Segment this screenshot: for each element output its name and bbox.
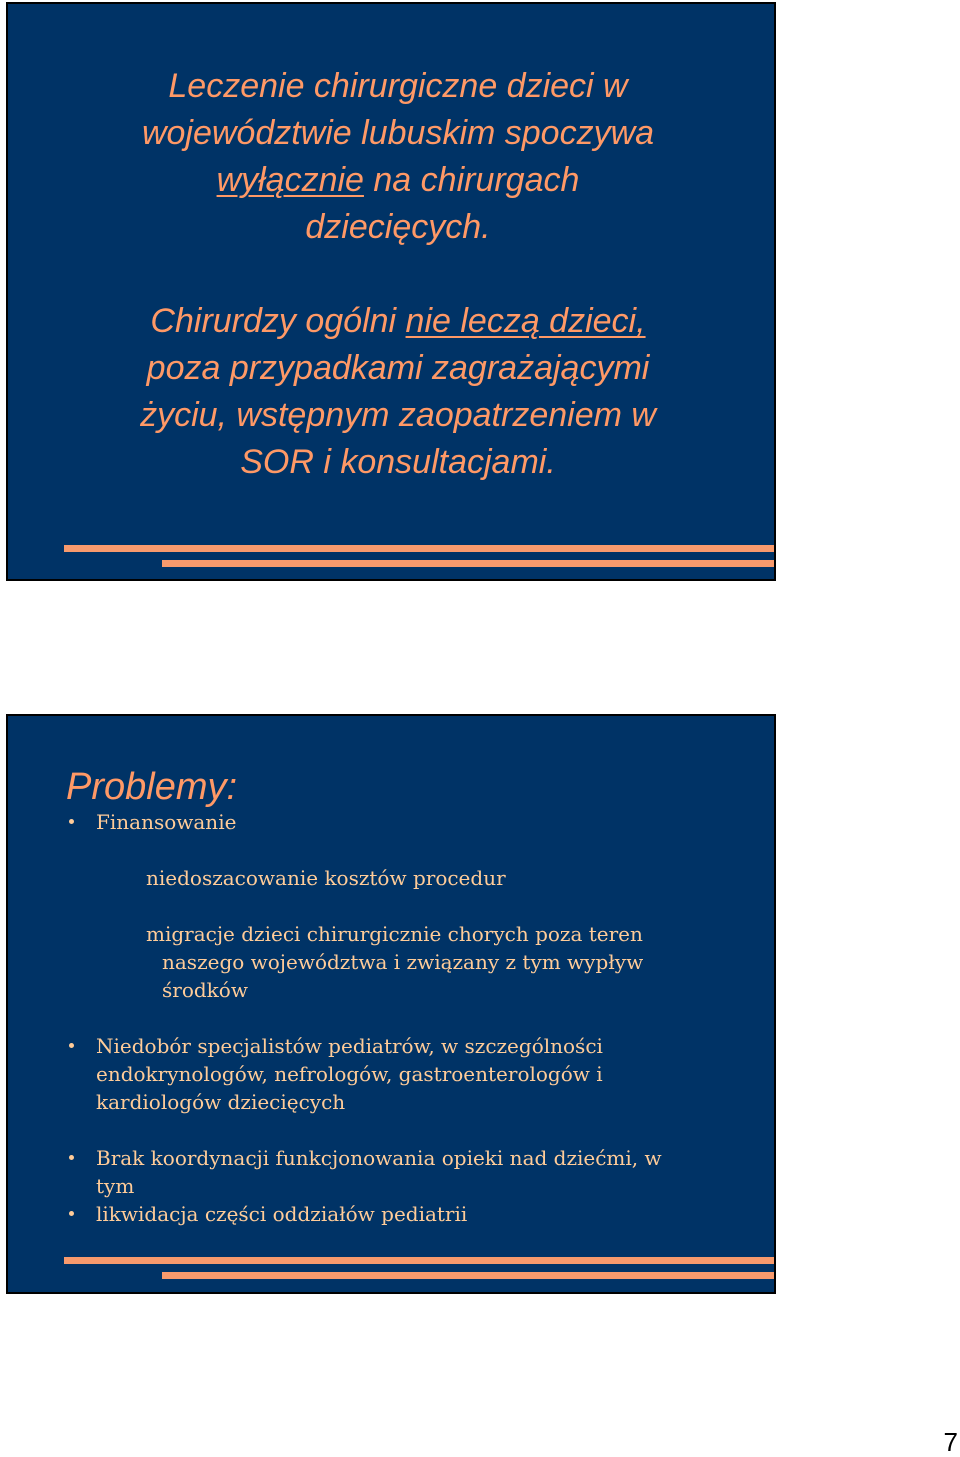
text-line: Leczenie chirurgiczne dzieci w	[168, 67, 628, 105]
bullet-icon	[69, 819, 74, 824]
list-item-text: migracje dzieci chirurgicznie chorych poza teren	[146, 922, 643, 946]
list-item-text: likwidacja części oddziałów pediatrii	[96, 1202, 468, 1226]
list-item	[8, 1032, 776, 1116]
text-line: dziecięcych.	[305, 208, 491, 246]
list-item-text: naszego województwa i związany z tym wypływ	[162, 950, 644, 974]
accent-bar	[64, 1257, 774, 1264]
list-item-text: tym	[96, 1174, 135, 1198]
text-span: na chirurgach	[363, 161, 580, 199]
page-number: 7	[943, 1427, 958, 1457]
text-line: województwie lubuskim spoczywa	[141, 114, 655, 152]
list-item-text: niedoszacowanie kosztów procedur	[146, 866, 506, 890]
list-item	[8, 808, 776, 836]
list-item-text: endokrynologów, nefrologów, gastroenterologów i	[96, 1062, 603, 1086]
decorative-bars	[8, 545, 774, 575]
sub-list-item	[8, 920, 776, 1004]
underlined-text: nie leczą dzieci,	[405, 302, 646, 340]
list-item-text: Finansowanie	[96, 810, 237, 834]
slide-title: Problemy:	[66, 766, 238, 808]
accent-bar	[162, 560, 774, 567]
slide-1-paragraph-1	[58, 63, 738, 251]
slide-2	[6, 714, 776, 1294]
underlined-text: wyłącznie	[216, 161, 364, 199]
text-line	[58, 157, 738, 204]
decorative-bars	[8, 1257, 774, 1287]
text-span: Chirurdzy ogólni	[150, 302, 406, 340]
list-item-text: Brak koordynacji funkcjonowania opieki nad dziećmi, w	[96, 1146, 662, 1170]
list-item-text: kardiologów dziecięcych	[96, 1090, 346, 1114]
sub-list-item	[8, 864, 776, 892]
slide-body	[8, 808, 776, 1228]
bullet-icon	[69, 1211, 74, 1216]
text-line: życiu, wstępnym zaopatrzeniem w	[140, 396, 656, 434]
list-item-text: Niedobór specjalistów pediatrów, w szczególności	[96, 1034, 603, 1058]
list-item	[8, 1200, 776, 1228]
text-line: SOR i konsultacjami.	[240, 443, 556, 481]
list-item	[8, 1144, 776, 1200]
bullet-icon	[69, 1043, 74, 1048]
slide-1	[6, 2, 776, 581]
bullet-icon	[69, 1155, 74, 1160]
accent-bar	[64, 545, 774, 552]
accent-bar	[162, 1272, 774, 1279]
slide-1-paragraph-2	[58, 298, 738, 486]
list-item-text: środków	[162, 978, 248, 1002]
text-line	[58, 298, 738, 345]
text-line: poza przypadkami zagrażającymi	[146, 349, 650, 387]
